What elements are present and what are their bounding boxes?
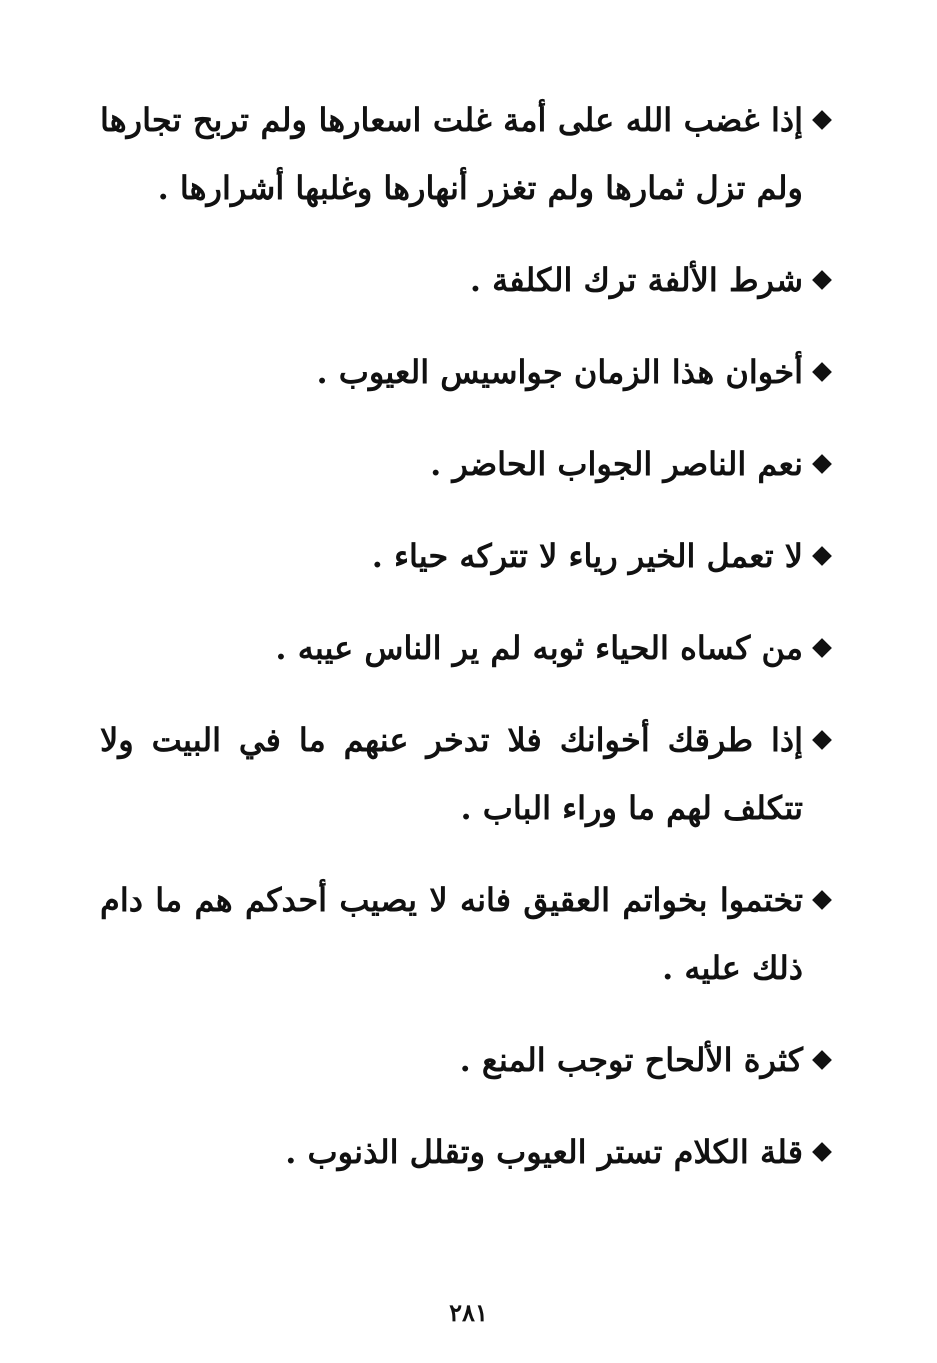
diamond-bullet-icon bbox=[812, 454, 832, 474]
saying-item bbox=[100, 1118, 829, 1186]
saying-item bbox=[100, 86, 829, 222]
saying-text: إذا غضب الله على أمة غلت اسعارها ولم تربح تجارها ولم تزل ثمارها ولم تغزر أنهارها وغلبها أشرارها . bbox=[100, 101, 804, 207]
diamond-bullet-icon bbox=[812, 730, 832, 750]
saying-item bbox=[100, 430, 829, 498]
saying-text: من كساه الحياء ثوبه لم ير الناس عيبه . bbox=[275, 629, 803, 667]
diamond-bullet-icon bbox=[812, 1050, 832, 1070]
saying-text: أخوان هذا الزمان جواسيس العيوب . bbox=[316, 353, 803, 391]
saying-text: كثرة الألحاح توجب المنع . bbox=[459, 1041, 803, 1079]
saying-text: قلة الكلام تستر العيوب وتقلل الذنوب . bbox=[285, 1133, 803, 1171]
saying-text: إذا طرقك أخوانك فلا تدخر عنهم ما في البيت ولا تتكلف لهم ما وراء الباب . bbox=[100, 721, 803, 827]
saying-text: شرط الألفة ترك الكلفة . bbox=[469, 261, 803, 299]
saying-item bbox=[100, 246, 829, 314]
saying-text: نعم الناصر الجواب الحاضر . bbox=[430, 445, 803, 483]
saying-item bbox=[100, 706, 829, 842]
saying-item bbox=[100, 1026, 829, 1094]
diamond-bullet-icon bbox=[812, 1142, 832, 1162]
saying-item bbox=[100, 866, 829, 1002]
diamond-bullet-icon bbox=[812, 110, 832, 130]
diamond-bullet-icon bbox=[812, 270, 832, 290]
saying-text: تختموا بخواتم العقيق فانه لا يصيب أحدكم هم ما دام ذلك عليه . bbox=[100, 881, 803, 987]
saying-item bbox=[100, 614, 829, 682]
sayings-list bbox=[100, 86, 829, 1210]
saying-item bbox=[100, 338, 829, 406]
page-number: ٢٨١ bbox=[449, 1298, 488, 1327]
saying-text: لا تعمل الخير رياء لا تتركه حياء . bbox=[371, 537, 803, 575]
diamond-bullet-icon bbox=[812, 546, 832, 566]
diamond-bullet-icon bbox=[812, 362, 832, 382]
saying-item bbox=[100, 522, 829, 590]
diamond-bullet-icon bbox=[812, 638, 832, 658]
diamond-bullet-icon bbox=[812, 890, 832, 910]
